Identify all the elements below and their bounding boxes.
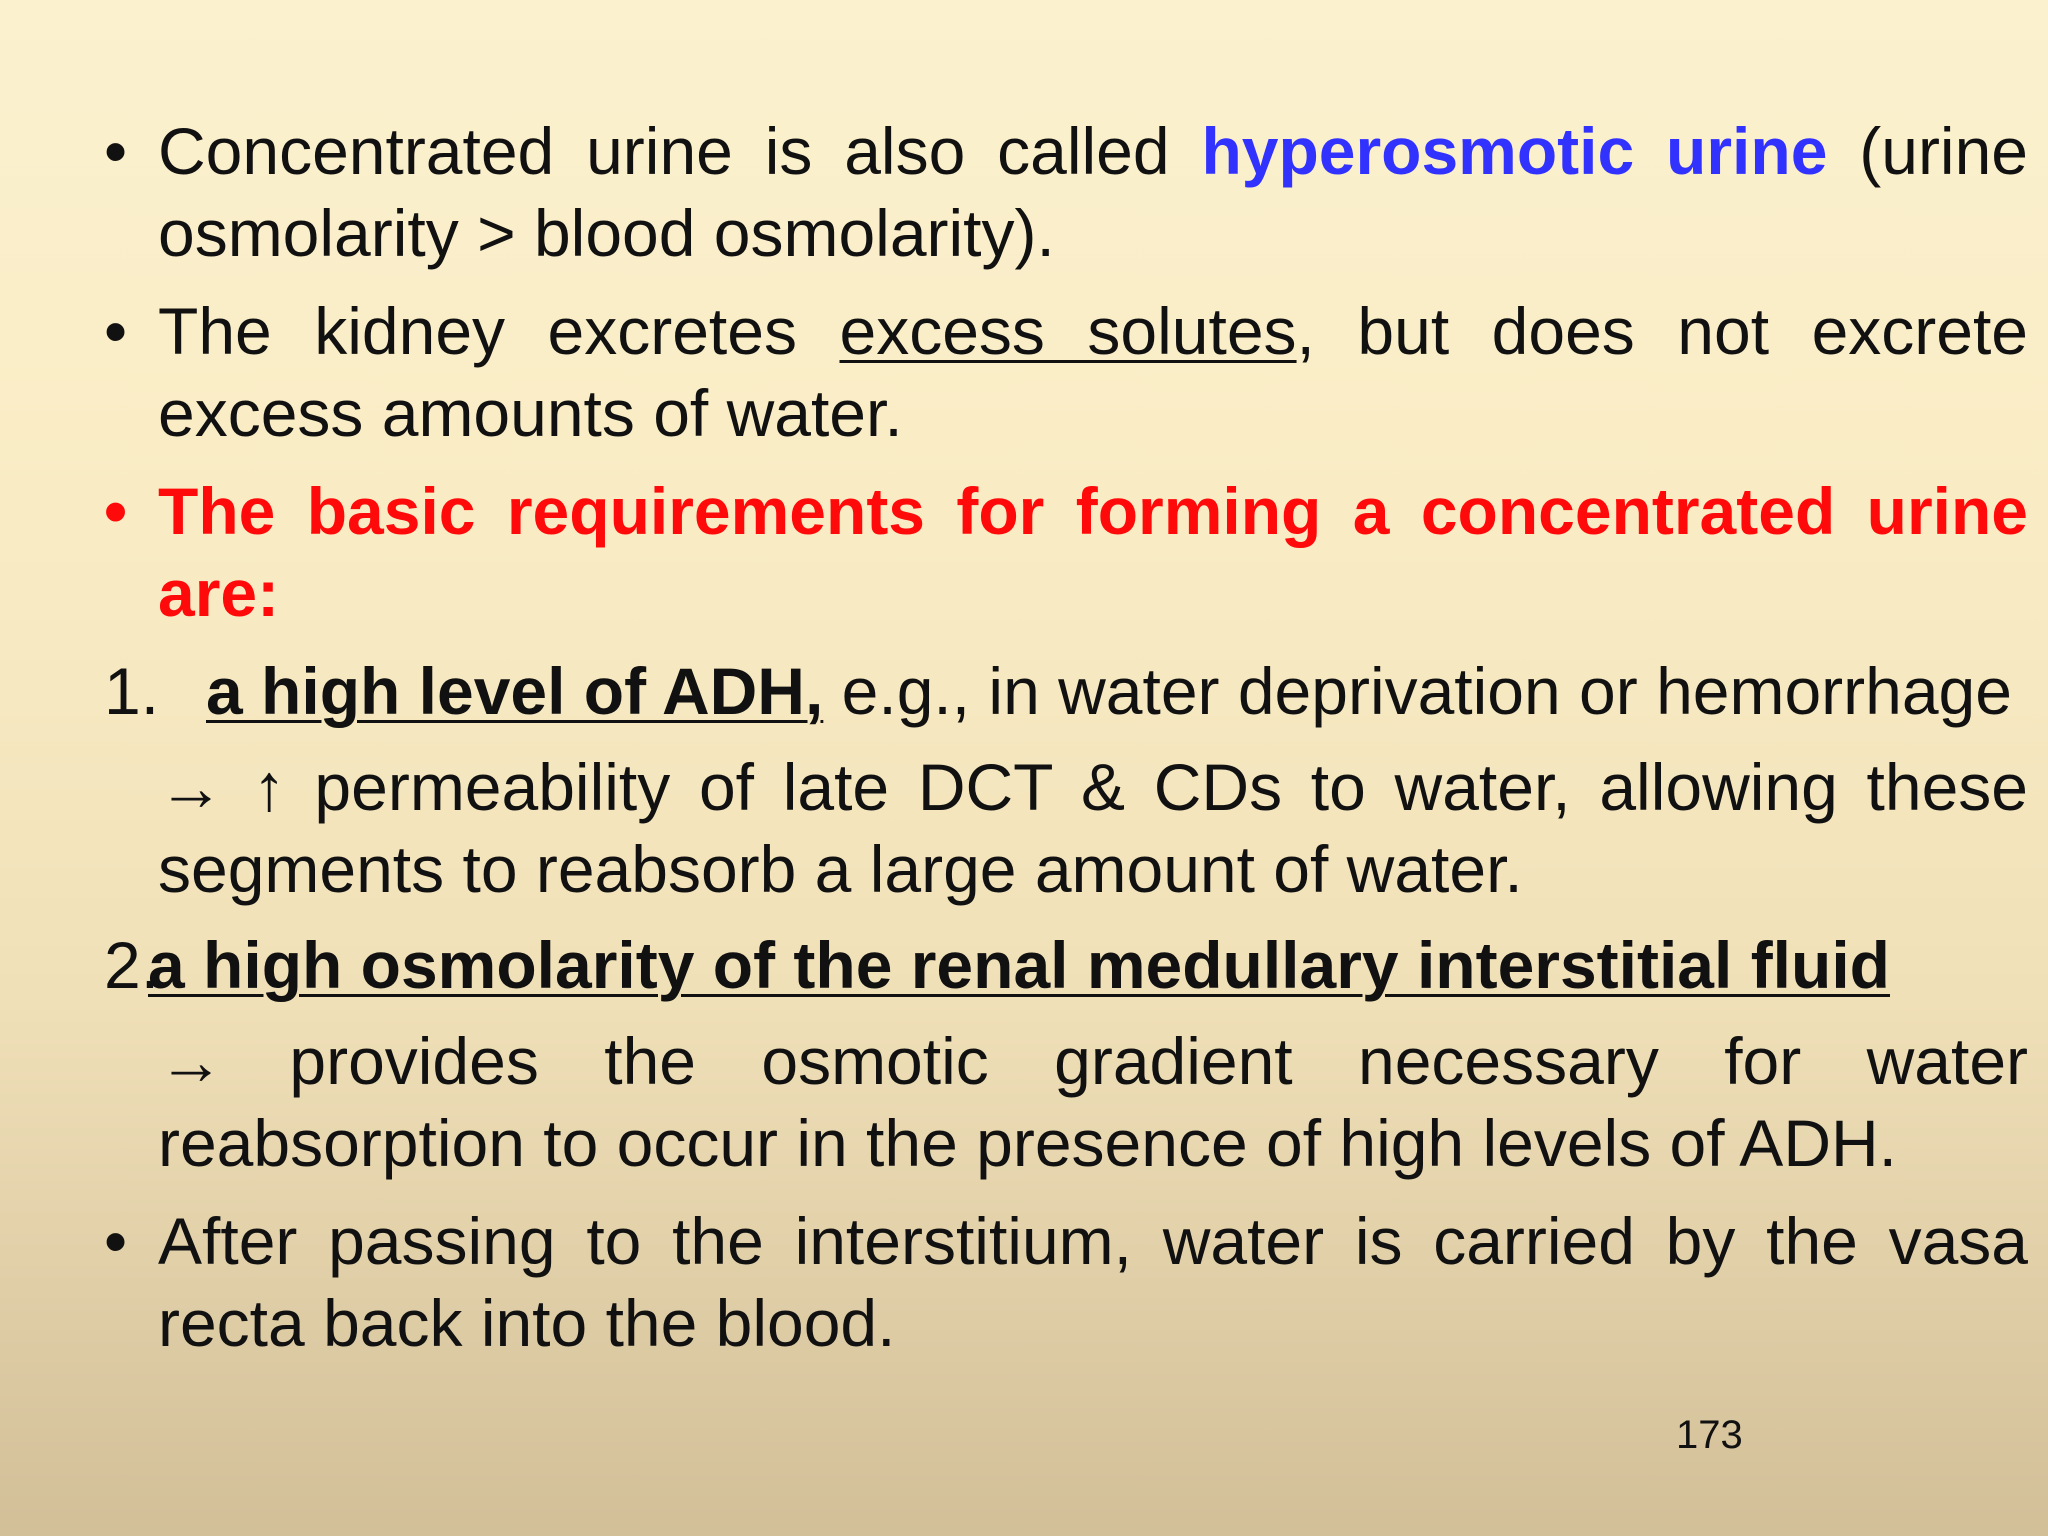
- text: → ↑ permeability of late DCT & CDs to water, allowing these segments to reabsorb a large amount of water.: [158, 750, 2028, 906]
- numbered-item-2: [104, 924, 2028, 1006]
- page-number: 173: [1676, 1413, 1743, 1457]
- bullet-basic-requirements: [104, 470, 2028, 634]
- text: → provides the osmotic gradient necessary for water reabsorption to occur in the presence of high levels of ADH.: [158, 1024, 2028, 1180]
- bullet-vasa-recta: [104, 1200, 2028, 1364]
- heading-text: The basic requirements for forming a concentrated urine are:: [158, 474, 2028, 630]
- underlined-term: excess solutes: [839, 294, 1297, 368]
- text: After passing to the interstitium, water is carried by the vasa recta back into the blood.: [158, 1204, 2028, 1360]
- item-number: 1.: [104, 654, 160, 728]
- requirement-title: a high level of ADH,: [206, 654, 824, 728]
- text: (urine osmolarity > blood osmolarity).: [158, 114, 2029, 270]
- text: The kidney excretes: [158, 294, 840, 368]
- numbered-item-1: [104, 650, 2028, 732]
- bullet-marker: •: [104, 1204, 128, 1278]
- bullet-marker: •: [104, 114, 128, 188]
- text: , but does not excrete excess amounts of water.: [158, 294, 2028, 450]
- bullet-hyperosmotic: [104, 110, 2028, 274]
- requirement-title: a high osmolarity of the renal medullary interstitial fluid: [148, 928, 1890, 1002]
- bullet-kidney-excretes: [104, 290, 2028, 454]
- item-2-explanation: [104, 1020, 2028, 1184]
- bullet-marker: •: [104, 474, 128, 548]
- highlight-term: hyperosmotic urine: [1201, 114, 1828, 188]
- item-number: 2.: [104, 928, 160, 1002]
- text: e.g., in water deprivation or hemorrhage: [823, 654, 2012, 728]
- bullet-marker: •: [104, 294, 128, 368]
- item-1-explanation: [104, 746, 2028, 910]
- text: Concentrated urine is also called: [158, 114, 1202, 188]
- slide-content: [104, 110, 2028, 1364]
